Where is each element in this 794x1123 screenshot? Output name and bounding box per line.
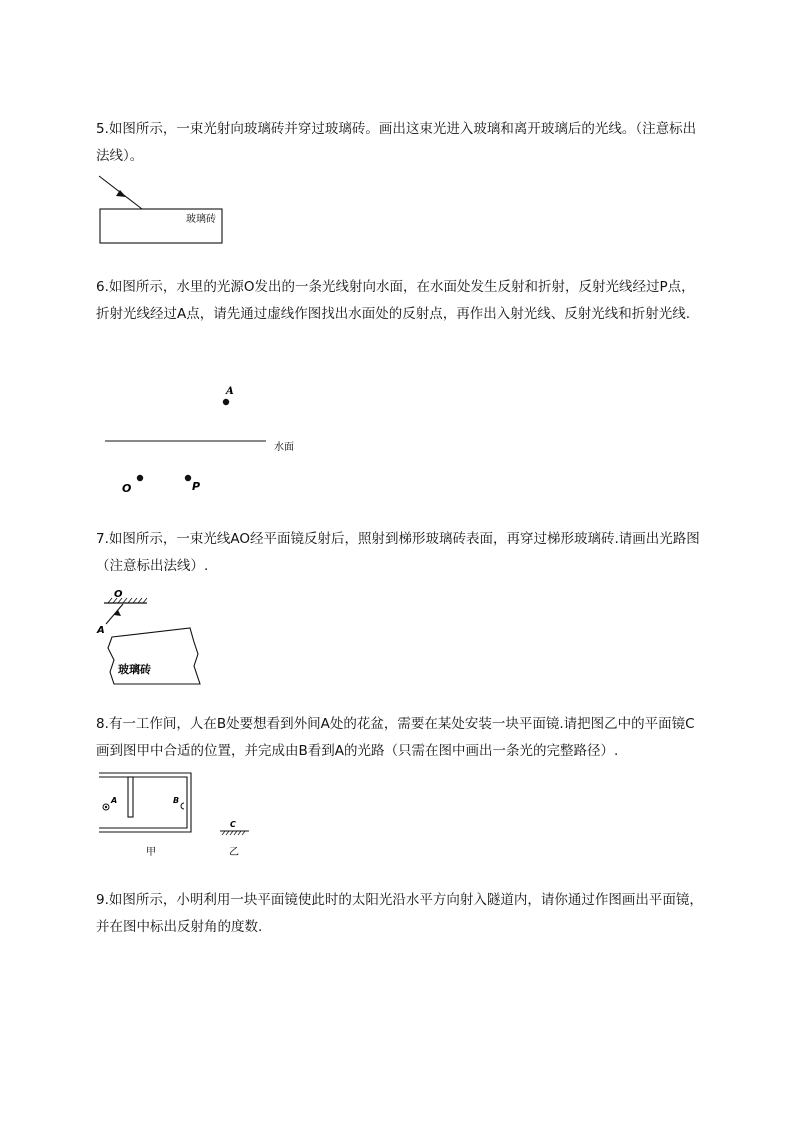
mirror-c-label: C <box>230 820 236 829</box>
glass-block-label: 玻璃砖 <box>186 214 216 225</box>
point-b-label: B <box>173 796 180 805</box>
point-a <box>223 399 229 405</box>
question-7-text: 7.如图所示，一束光线AO经平面镜反射后，照射到梯形玻璃砖表面，再穿过梯形玻璃砖.请画出光路图（注意标出法线）. <box>96 531 700 574</box>
point-o <box>137 475 143 481</box>
point-p-label: P <box>192 480 201 493</box>
person-b-icon <box>181 803 184 809</box>
question-5-text: 5.如图所示，一束光射向玻璃砖并穿过玻璃砖。画出这束光进入玻璃和离开玻璃后的光线。（注意标出法线）。 <box>96 121 697 164</box>
partition-wall <box>128 777 133 817</box>
point-o-label: O <box>122 482 132 495</box>
incident-ray-ao <box>106 604 123 624</box>
mirror-trapezoid-figure-7 <box>94 586 204 686</box>
point-a-label: A <box>97 625 105 636</box>
water-surface-label: 水面 <box>274 442 294 453</box>
question-6-text: 6.如图所示，水里的光源O发出的一条光线射向水面，在水面处发生反射和折射，反射光线经过P点，折射光线经过A点，请先通过虚线作图找出水面处的反射点，再作出入射光线、反射光线和折射光线. <box>96 279 695 322</box>
mirror-c-hatching <box>222 831 245 835</box>
ray-arrow-icon <box>116 190 126 197</box>
figure-jia-label: 甲 <box>146 847 156 858</box>
figure-yi-label: 乙 <box>229 847 239 858</box>
question-9-text: 9.如图所示，小明利用一块平面镜使此时的太阳光沿水平方向射入隧道内，请你通过作图画出平面镜，并在图中标出反射角的度数. <box>96 892 703 935</box>
glass-block-label: 玻璃砖 <box>118 663 151 676</box>
workroom-figure-8 <box>96 770 256 860</box>
water-surface-figure-6 <box>100 380 320 500</box>
point-p <box>185 475 191 481</box>
point-o-label: O <box>114 589 123 600</box>
glass-block-figure-5 <box>94 172 228 246</box>
point-a-label: A <box>226 386 234 397</box>
point-a-label: A <box>111 796 118 805</box>
question-8-text: 8.有一工作间，人在B处要想看到外间A处的花盆，需要在某处安装一块平面镜.请把图乙中的平面镜C画到图甲中合适的位置，并完成由B看到A的光路（只需在图中画出一条光的完整路径）. <box>96 716 695 759</box>
